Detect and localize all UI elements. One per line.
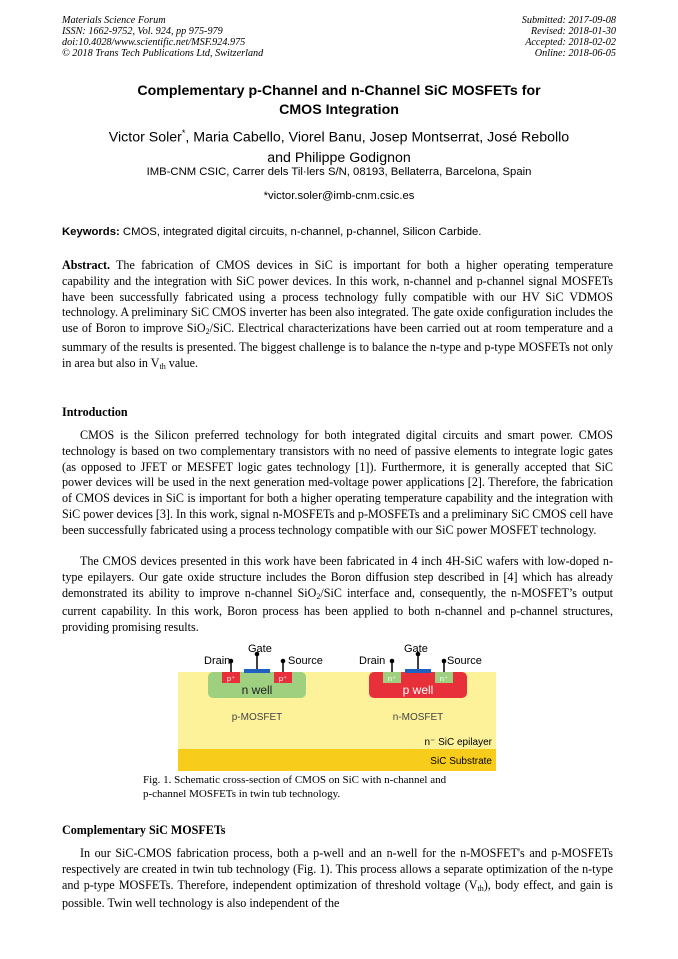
n-plus-left-label: n⁺ [387,674,397,683]
authors-line-2: and Philippe Godignon [267,149,411,166]
caption-line-2: p-channel MOSFETs in twin tub technology. [143,788,341,800]
dates-header [522,15,616,59]
corresponding-mark: * [181,128,186,138]
intro-p2-sub: 2 [316,591,321,601]
author-list [62,123,616,168]
caption-line-1: Fig. 1. Schematic cross-section of CMOS on SiC with n-channel and [143,774,447,786]
keywords [62,226,616,238]
first-author: Victor Soler [108,129,182,146]
abstract-text-2: /SiC. Electrical characterizations have been carried out at room temperature and a summary of the results is presented. The biggest challenge is to balance the n-type and p-type MOSFETs not only in area but also in V [62,321,614,370]
keywords-label: Keywords: [62,226,120,238]
section2-paragraph-1 [62,846,613,912]
p-mosfet-gate-label: Gate [248,643,272,655]
accepted-date: Accepted: 2018-02-02 [525,37,616,48]
n-mosfet-drain-label: Drain [359,655,386,667]
paper-title [62,82,616,120]
issn: ISSN: 1662-9752, Vol. 924, pp 975-979 [62,26,223,37]
abstract [62,258,613,375]
p-plus-right-label: p⁺ [278,674,288,683]
intro-p2-text-a: The CMOS devices presented in this work have been fabricated in 4 inch 4H-SiC wafers with low-doped n-type epilayers. Our gate oxide structure includes the Boron diffusion step described in [4] which has already demonstrated its ability to improve n-channel SiO [62,554,613,600]
n-mosfet-gate-electrode [405,669,431,673]
intro-paragraph-2 [62,554,613,636]
p-mosfet-drain-label: Drain [204,655,231,667]
p-mosfet-gate-electrode [244,669,270,673]
n-mosfet-source-label: Source [447,655,482,667]
abstract-text-3: value. [165,355,198,370]
n-plus-right-label: n⁺ [439,674,449,683]
epilayer-label: n⁻ SiC epilayer [424,737,492,748]
authors-line-1: , Maria Cabello, Viorel Banu, Josep Montserrat, José Rebollo [185,129,570,146]
cmos-cross-section-figure [178,639,496,771]
figure-caption [143,773,536,801]
title-line-1: Complementary p-Channel and n-Channel SiC MOSFETs for [137,83,541,99]
abstract-label: Abstract. [62,258,111,272]
p-mosfet-label: p-MOSFET [231,712,283,723]
section2-sub: th [477,883,484,893]
title-line-2: CMOS Integration [279,102,399,118]
online-date: Online: 2018-06-05 [534,48,616,59]
p-plus-left-label: p⁺ [226,674,236,683]
p-mosfet-source-label: Source [288,655,323,667]
n-mosfet-gate-label: Gate [404,643,428,655]
copyright: © 2018 Trans Tech Publications Ltd, Switzerland [62,48,264,59]
abstract-sub-2: th [159,361,166,371]
n-mosfet-label: n-MOSFET [392,712,444,723]
affiliation: IMB-CNM CSIC, Carrer dels Til·lers S/N, 08193, Bellaterra, Barcelona, Spain [146,166,532,178]
intro-p2-text-b: /SiC interface and, consequently, the n-MOSFET’s output current capability. In this work, Boron process has been applied to both n-channel and p-channel structures, providing promising results. [62,585,614,635]
p-well-label: p well [402,683,434,697]
abstract-text-1: The fabrication of CMOS devices in SiC is important for both a higher operating temperature capability and the integration with SiC power devices. In this work, n-channel and p-channel signal MOSFETs have been successfully fabricated using a process technology fully compatible with our HV SiC VDMOS technology. A preliminary SiC CMOS inverter has been also integrated. The gate oxide configuration includes the use of Boron to improve SiO [62,258,613,336]
doi: doi:10.4028/www.scientific.net/MSF.924.975 [62,37,246,48]
journal-header [62,15,263,59]
substrate-label: SiC Substrate [430,756,492,767]
corresponding-email: *victor.soler@imb-cnm.csic.es [263,190,415,202]
section2-text-a: In our SiC-CMOS fabrication process, both a p-well and an n-well for the n-MOSFET's and p-MOSFETs respectively are created in twin tub technology (Fig. 1). This process allows a separate optimization of the n-type and p-type MOSFETs. Therefore, independent optimization of threshold voltage (V [62,846,613,892]
submitted-date: Submitted: 2017-09-08 [521,15,616,26]
keywords-text: CMOS, integrated digital circuits, n-channel, p-channel, Silicon Carbide. [122,226,482,238]
n-well-label: n well [241,683,273,697]
complementary-mosfets-heading: Complementary SiC MOSFETs [62,823,226,837]
abstract-sub-1: 2 [205,327,210,337]
revised-date: Revised: 2018-01-30 [530,26,616,37]
intro-paragraph-1: CMOS is the Silicon preferred technology for both integrated digital circuits and smart power. CMOS technology is based on two complementary transistors with no need of passive elements to integrate logic gates (as opposed to JFET or MESFET logic gates technology [1]). Furthermore, it is generally accepted that SiC power devices will be used in the next generation med-voltage power applications [2]. Therefore, the fabrication of CMOS devices in SiC is important for both a higher operating temperature capability and the integration with SiC power devices [3]. In this work, signal n-MOSFETs and p-MOSFETs and a preliminary SiC CMOS cell have been successfully fabricated using a process technology compatible with our SiC power MOSFET technology. [62,428,613,537]
section2-text-b: ), body effect, and gain is possible. Twin well technology is also independent of the [62,877,613,911]
introduction-heading: Introduction [62,405,128,419]
journal-name: Materials Science Forum [62,15,166,26]
